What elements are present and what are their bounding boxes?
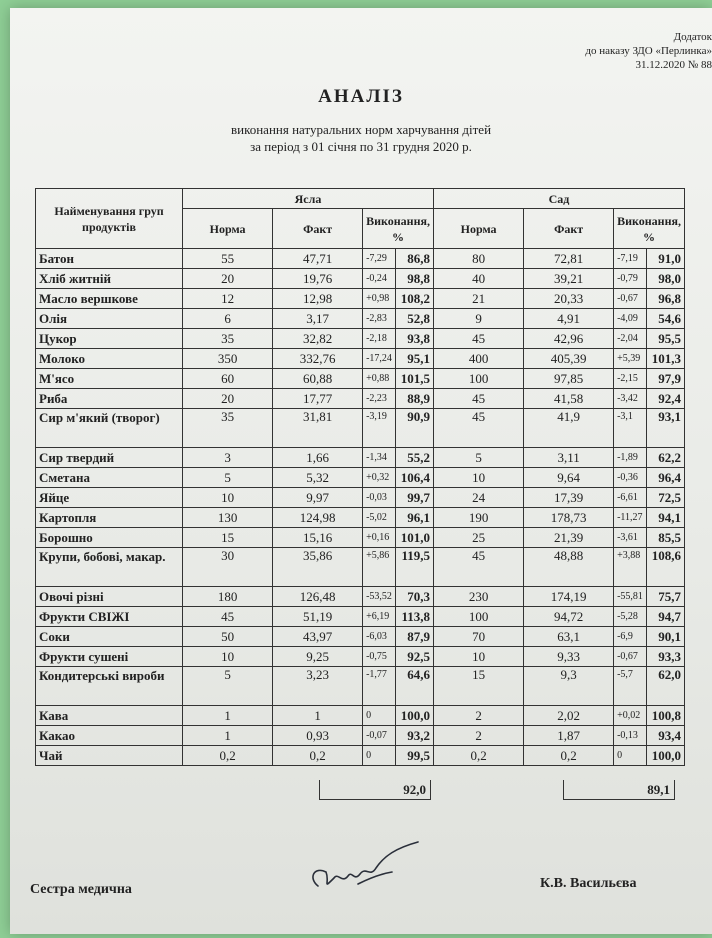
sad-fact-cell: 21,39 bbox=[524, 528, 614, 548]
table-row bbox=[36, 269, 685, 289]
sad-diff-cell: -2,04 bbox=[614, 329, 647, 349]
yasla-diff-cell: -6,03 bbox=[363, 627, 396, 647]
header-group-sad: Сад bbox=[433, 189, 684, 209]
sad-percent-cell: 54,6 bbox=[647, 309, 685, 329]
sad-percent-cell: 96,8 bbox=[647, 289, 685, 309]
table-row bbox=[36, 667, 685, 706]
total-sad: 89,1 bbox=[563, 780, 675, 800]
yasla-percent-cell: 70,3 bbox=[396, 587, 434, 607]
product-name-cell: Молоко bbox=[36, 349, 183, 369]
sad-diff-cell: -11,27 bbox=[614, 508, 647, 528]
yasla-norm-cell: 0,2 bbox=[183, 746, 273, 766]
yasla-norm-cell: 35 bbox=[183, 329, 273, 349]
sad-diff-cell: -0,79 bbox=[614, 269, 647, 289]
yasla-fact-cell: 0,2 bbox=[273, 746, 363, 766]
table-row bbox=[36, 389, 685, 409]
sad-diff-cell: 0 bbox=[614, 746, 647, 766]
yasla-diff-cell: 0 bbox=[363, 746, 396, 766]
sad-percent-cell: 108,6 bbox=[647, 548, 685, 587]
sad-diff-cell: -3,42 bbox=[614, 389, 647, 409]
sad-norm-cell: 2 bbox=[433, 726, 523, 746]
yasla-norm-cell: 10 bbox=[183, 488, 273, 508]
yasla-fact-cell: 35,86 bbox=[273, 548, 363, 587]
table-row bbox=[36, 488, 685, 508]
sad-percent-cell: 100,8 bbox=[647, 706, 685, 726]
yasla-diff-cell: 0 bbox=[363, 706, 396, 726]
sad-fact-cell: 9,3 bbox=[524, 667, 614, 706]
sad-percent-cell: 93,1 bbox=[647, 409, 685, 448]
yasla-norm-cell: 15 bbox=[183, 528, 273, 548]
product-name-cell: Чай bbox=[36, 746, 183, 766]
sad-norm-cell: 10 bbox=[433, 647, 523, 667]
sad-norm-cell: 2 bbox=[433, 706, 523, 726]
sad-diff-cell: -0,13 bbox=[614, 726, 647, 746]
sad-diff-cell: -2,15 bbox=[614, 369, 647, 389]
nutrition-analysis-table bbox=[35, 188, 685, 766]
sad-fact-cell: 0,2 bbox=[524, 746, 614, 766]
total-yasla: 92,0 bbox=[319, 780, 431, 800]
sad-norm-cell: 21 bbox=[433, 289, 523, 309]
appendix-line-2: до наказу ЗДО «Перлинка» bbox=[585, 45, 712, 57]
yasla-norm-cell: 50 bbox=[183, 627, 273, 647]
signature-name: К.В. Васильєва bbox=[540, 876, 637, 891]
sad-percent-cell: 96,4 bbox=[647, 468, 685, 488]
yasla-percent-cell: 95,1 bbox=[396, 349, 434, 369]
sad-norm-cell: 40 bbox=[433, 269, 523, 289]
sad-diff-cell: -6,61 bbox=[614, 488, 647, 508]
sad-fact-cell: 9,64 bbox=[524, 468, 614, 488]
sad-fact-cell: 3,11 bbox=[524, 448, 614, 468]
yasla-fact-cell: 31,81 bbox=[273, 409, 363, 448]
yasla-norm-cell: 35 bbox=[183, 409, 273, 448]
yasla-norm-cell: 1 bbox=[183, 726, 273, 746]
sad-percent-cell: 95,5 bbox=[647, 329, 685, 349]
yasla-fact-cell: 3,17 bbox=[273, 309, 363, 329]
table-row bbox=[36, 329, 685, 349]
sad-fact-cell: 48,88 bbox=[524, 548, 614, 587]
sad-fact-cell: 42,96 bbox=[524, 329, 614, 349]
sad-norm-cell: 9 bbox=[433, 309, 523, 329]
header-exec-yasla: Виконання, % bbox=[363, 209, 434, 249]
yasla-diff-cell: -1,77 bbox=[363, 667, 396, 706]
sad-diff-cell: -0,36 bbox=[614, 468, 647, 488]
header-group-yasla: Ясла bbox=[183, 189, 434, 209]
sad-fact-cell: 41,58 bbox=[524, 389, 614, 409]
yasla-diff-cell: -0,03 bbox=[363, 488, 396, 508]
product-name-cell: Сир м'який (творог) bbox=[36, 409, 183, 448]
sad-fact-cell: 97,85 bbox=[524, 369, 614, 389]
header-exec-sad: Виконання, % bbox=[614, 209, 685, 249]
yasla-percent-cell: 106,4 bbox=[396, 468, 434, 488]
yasla-percent-cell: 87,9 bbox=[396, 627, 434, 647]
sad-diff-cell: -3,1 bbox=[614, 409, 647, 448]
document-subtitle-line-2: за період з 01 січня по 31 грудня 2020 р. bbox=[250, 139, 472, 154]
yasla-percent-cell: 99,5 bbox=[396, 746, 434, 766]
yasla-norm-cell: 45 bbox=[183, 607, 273, 627]
yasla-norm-cell: 30 bbox=[183, 548, 273, 587]
sad-norm-cell: 70 bbox=[433, 627, 523, 647]
table-row bbox=[36, 448, 685, 468]
yasla-percent-cell: 92,5 bbox=[396, 647, 434, 667]
yasla-percent-cell: 113,8 bbox=[396, 607, 434, 627]
sad-fact-cell: 9,33 bbox=[524, 647, 614, 667]
yasla-fact-cell: 19,76 bbox=[273, 269, 363, 289]
yasla-diff-cell: +6,19 bbox=[363, 607, 396, 627]
sad-percent-cell: 90,1 bbox=[647, 627, 685, 647]
yasla-diff-cell: +0,98 bbox=[363, 289, 396, 309]
sad-diff-cell: +5,39 bbox=[614, 349, 647, 369]
yasla-diff-cell: +0,16 bbox=[363, 528, 396, 548]
table-row bbox=[36, 726, 685, 746]
sad-norm-cell: 45 bbox=[433, 329, 523, 349]
yasla-norm-cell: 55 bbox=[183, 249, 273, 269]
product-name-cell: Кава bbox=[36, 706, 183, 726]
sad-diff-cell: -0,67 bbox=[614, 647, 647, 667]
sad-norm-cell: 45 bbox=[433, 409, 523, 448]
sad-norm-cell: 25 bbox=[433, 528, 523, 548]
table-row bbox=[36, 309, 685, 329]
yasla-percent-cell: 99,7 bbox=[396, 488, 434, 508]
sad-percent-cell: 85,5 bbox=[647, 528, 685, 548]
sad-fact-cell: 405,39 bbox=[524, 349, 614, 369]
table-row bbox=[36, 746, 685, 766]
sad-norm-cell: 45 bbox=[433, 389, 523, 409]
product-name-cell: Олія bbox=[36, 309, 183, 329]
yasla-norm-cell: 350 bbox=[183, 349, 273, 369]
sad-fact-cell: 63,1 bbox=[524, 627, 614, 647]
header-norm-yasla: Норма bbox=[183, 209, 273, 249]
appendix-line-1: Додаток bbox=[673, 31, 712, 43]
yasla-percent-cell: 90,9 bbox=[396, 409, 434, 448]
yasla-percent-cell: 64,6 bbox=[396, 667, 434, 706]
sad-diff-cell: -3,61 bbox=[614, 528, 647, 548]
yasla-fact-cell: 17,77 bbox=[273, 389, 363, 409]
table-row bbox=[36, 508, 685, 528]
yasla-percent-cell: 96,1 bbox=[396, 508, 434, 528]
sad-fact-cell: 178,73 bbox=[524, 508, 614, 528]
sad-percent-cell: 72,5 bbox=[647, 488, 685, 508]
yasla-norm-cell: 10 bbox=[183, 647, 273, 667]
sad-fact-cell: 1,87 bbox=[524, 726, 614, 746]
yasla-norm-cell: 5 bbox=[183, 468, 273, 488]
yasla-diff-cell: +5,86 bbox=[363, 548, 396, 587]
yasla-percent-cell: 98,8 bbox=[396, 269, 434, 289]
sad-diff-cell: -5,28 bbox=[614, 607, 647, 627]
sad-norm-cell: 10 bbox=[433, 468, 523, 488]
yasla-fact-cell: 12,98 bbox=[273, 289, 363, 309]
header-product-groups: Найменування груп продуктів bbox=[36, 189, 183, 249]
sad-fact-cell: 20,33 bbox=[524, 289, 614, 309]
sad-percent-cell: 62,2 bbox=[647, 448, 685, 468]
sad-fact-cell: 72,81 bbox=[524, 249, 614, 269]
sad-fact-cell: 41,9 bbox=[524, 409, 614, 448]
sad-diff-cell: +3,88 bbox=[614, 548, 647, 587]
table-row bbox=[36, 369, 685, 389]
yasla-diff-cell: -17,24 bbox=[363, 349, 396, 369]
product-name-cell: Какао bbox=[36, 726, 183, 746]
sad-percent-cell: 100,0 bbox=[647, 746, 685, 766]
table-row bbox=[36, 587, 685, 607]
yasla-fact-cell: 1,66 bbox=[273, 448, 363, 468]
sad-diff-cell: -4,09 bbox=[614, 309, 647, 329]
table-row bbox=[36, 349, 685, 369]
yasla-fact-cell: 9,97 bbox=[273, 488, 363, 508]
appendix-note bbox=[452, 30, 712, 72]
yasla-percent-cell: 55,2 bbox=[396, 448, 434, 468]
sad-diff-cell: -1,89 bbox=[614, 448, 647, 468]
sad-fact-cell: 17,39 bbox=[524, 488, 614, 508]
product-name-cell: Яйце bbox=[36, 488, 183, 508]
yasla-percent-cell: 52,8 bbox=[396, 309, 434, 329]
sad-percent-cell: 97,9 bbox=[647, 369, 685, 389]
yasla-fact-cell: 5,32 bbox=[273, 468, 363, 488]
sad-fact-cell: 39,21 bbox=[524, 269, 614, 289]
sad-norm-cell: 24 bbox=[433, 488, 523, 508]
yasla-diff-cell: -0,07 bbox=[363, 726, 396, 746]
sad-percent-cell: 94,7 bbox=[647, 607, 685, 627]
product-name-cell: Сир твердий bbox=[36, 448, 183, 468]
product-name-cell: Соки bbox=[36, 627, 183, 647]
yasla-norm-cell: 180 bbox=[183, 587, 273, 607]
sad-norm-cell: 100 bbox=[433, 369, 523, 389]
table-body bbox=[36, 249, 685, 766]
yasla-percent-cell: 101,0 bbox=[396, 528, 434, 548]
yasla-percent-cell: 108,2 bbox=[396, 289, 434, 309]
yasla-percent-cell: 93,8 bbox=[396, 329, 434, 349]
sad-percent-cell: 91,0 bbox=[647, 249, 685, 269]
yasla-percent-cell: 86,8 bbox=[396, 249, 434, 269]
product-name-cell: Овочі різні bbox=[36, 587, 183, 607]
product-name-cell: Борошно bbox=[36, 528, 183, 548]
document-title: АНАЛІЗ bbox=[318, 86, 404, 107]
sad-percent-cell: 75,7 bbox=[647, 587, 685, 607]
sad-norm-cell: 0,2 bbox=[433, 746, 523, 766]
table-row bbox=[36, 468, 685, 488]
table-row bbox=[36, 607, 685, 627]
table-row bbox=[36, 706, 685, 726]
sad-percent-cell: 98,0 bbox=[647, 269, 685, 289]
yasla-fact-cell: 43,97 bbox=[273, 627, 363, 647]
table-row bbox=[36, 627, 685, 647]
sad-norm-cell: 400 bbox=[433, 349, 523, 369]
table-row bbox=[36, 548, 685, 587]
product-name-cell: Масло вершкове bbox=[36, 289, 183, 309]
yasla-fact-cell: 1 bbox=[273, 706, 363, 726]
yasla-percent-cell: 88,9 bbox=[396, 389, 434, 409]
product-name-cell: Цукор bbox=[36, 329, 183, 349]
sad-norm-cell: 230 bbox=[433, 587, 523, 607]
product-name-cell: Сметана bbox=[36, 468, 183, 488]
yasla-percent-cell: 119,5 bbox=[396, 548, 434, 587]
product-name-cell: Крупи, бобові, макар. bbox=[36, 548, 183, 587]
yasla-diff-cell: -3,19 bbox=[363, 409, 396, 448]
yasla-norm-cell: 3 bbox=[183, 448, 273, 468]
product-name-cell: Хліб житній bbox=[36, 269, 183, 289]
sad-norm-cell: 15 bbox=[433, 667, 523, 706]
sad-percent-cell: 62,0 bbox=[647, 667, 685, 706]
sad-diff-cell: -6,9 bbox=[614, 627, 647, 647]
yasla-diff-cell: -53,52 bbox=[363, 587, 396, 607]
sad-fact-cell: 2,02 bbox=[524, 706, 614, 726]
yasla-diff-cell: -0,24 bbox=[363, 269, 396, 289]
yasla-norm-cell: 60 bbox=[183, 369, 273, 389]
header-fact-sad: Факт bbox=[524, 209, 614, 249]
table-row bbox=[36, 289, 685, 309]
yasla-fact-cell: 15,16 bbox=[273, 528, 363, 548]
sad-diff-cell: +0,02 bbox=[614, 706, 647, 726]
header-norm-sad: Норма bbox=[433, 209, 523, 249]
yasla-percent-cell: 101,5 bbox=[396, 369, 434, 389]
sad-percent-cell: 94,1 bbox=[647, 508, 685, 528]
product-name-cell: Кондитерські вироби bbox=[36, 667, 183, 706]
sad-percent-cell: 101,3 bbox=[647, 349, 685, 369]
yasla-fact-cell: 3,23 bbox=[273, 667, 363, 706]
yasla-percent-cell: 100,0 bbox=[396, 706, 434, 726]
header-fact-yasla: Факт bbox=[273, 209, 363, 249]
yasla-diff-cell: -2,83 bbox=[363, 309, 396, 329]
sad-norm-cell: 80 bbox=[433, 249, 523, 269]
yasla-norm-cell: 6 bbox=[183, 309, 273, 329]
sad-fact-cell: 174,19 bbox=[524, 587, 614, 607]
yasla-diff-cell: -2,23 bbox=[363, 389, 396, 409]
yasla-diff-cell: -0,75 bbox=[363, 647, 396, 667]
sad-diff-cell: -7,19 bbox=[614, 249, 647, 269]
appendix-line-3: 31.12.2020 № 88 bbox=[635, 59, 712, 71]
sad-norm-cell: 100 bbox=[433, 607, 523, 627]
yasla-diff-cell: -1,34 bbox=[363, 448, 396, 468]
product-name-cell: Картопля bbox=[36, 508, 183, 528]
sad-percent-cell: 93,3 bbox=[647, 647, 685, 667]
yasla-fact-cell: 9,25 bbox=[273, 647, 363, 667]
yasla-norm-cell: 12 bbox=[183, 289, 273, 309]
yasla-norm-cell: 130 bbox=[183, 508, 273, 528]
product-name-cell: Батон bbox=[36, 249, 183, 269]
table-row bbox=[36, 647, 685, 667]
sad-norm-cell: 190 bbox=[433, 508, 523, 528]
table-row bbox=[36, 409, 685, 448]
sad-diff-cell: -55,81 bbox=[614, 587, 647, 607]
yasla-fact-cell: 124,98 bbox=[273, 508, 363, 528]
product-name-cell: М'ясо bbox=[36, 369, 183, 389]
yasla-fact-cell: 0,93 bbox=[273, 726, 363, 746]
yasla-fact-cell: 332,76 bbox=[273, 349, 363, 369]
product-name-cell: Риба bbox=[36, 389, 183, 409]
yasla-fact-cell: 32,82 bbox=[273, 329, 363, 349]
sad-percent-cell: 92,4 bbox=[647, 389, 685, 409]
yasla-diff-cell: +0,32 bbox=[363, 468, 396, 488]
yasla-norm-cell: 20 bbox=[183, 269, 273, 289]
yasla-fact-cell: 60,88 bbox=[273, 369, 363, 389]
sad-fact-cell: 4,91 bbox=[524, 309, 614, 329]
sad-percent-cell: 93,4 bbox=[647, 726, 685, 746]
document-page bbox=[10, 8, 712, 934]
signature-position: Сестра медична bbox=[30, 882, 132, 897]
sad-diff-cell: -0,67 bbox=[614, 289, 647, 309]
yasla-fact-cell: 51,19 bbox=[273, 607, 363, 627]
sad-norm-cell: 5 bbox=[433, 448, 523, 468]
yasla-diff-cell: +0,88 bbox=[363, 369, 396, 389]
yasla-percent-cell: 93,2 bbox=[396, 726, 434, 746]
yasla-diff-cell: -2,18 bbox=[363, 329, 396, 349]
table-row bbox=[36, 249, 685, 269]
yasla-norm-cell: 20 bbox=[183, 389, 273, 409]
yasla-fact-cell: 126,48 bbox=[273, 587, 363, 607]
sad-diff-cell: -5,7 bbox=[614, 667, 647, 706]
product-name-cell: Фрукти СВІЖІ bbox=[36, 607, 183, 627]
yasla-norm-cell: 1 bbox=[183, 706, 273, 726]
document-subtitle-line-1: виконання натуральних норм харчування дітей bbox=[230, 122, 492, 137]
yasla-fact-cell: 47,71 bbox=[273, 249, 363, 269]
yasla-diff-cell: -5,02 bbox=[363, 508, 396, 528]
table-row bbox=[36, 528, 685, 548]
yasla-norm-cell: 5 bbox=[183, 667, 273, 706]
sad-fact-cell: 94,72 bbox=[524, 607, 614, 627]
product-name-cell: Фрукти сушені bbox=[36, 647, 183, 667]
handwritten-signature bbox=[300, 838, 430, 898]
sad-norm-cell: 45 bbox=[433, 548, 523, 587]
yasla-diff-cell: -7,29 bbox=[363, 249, 396, 269]
